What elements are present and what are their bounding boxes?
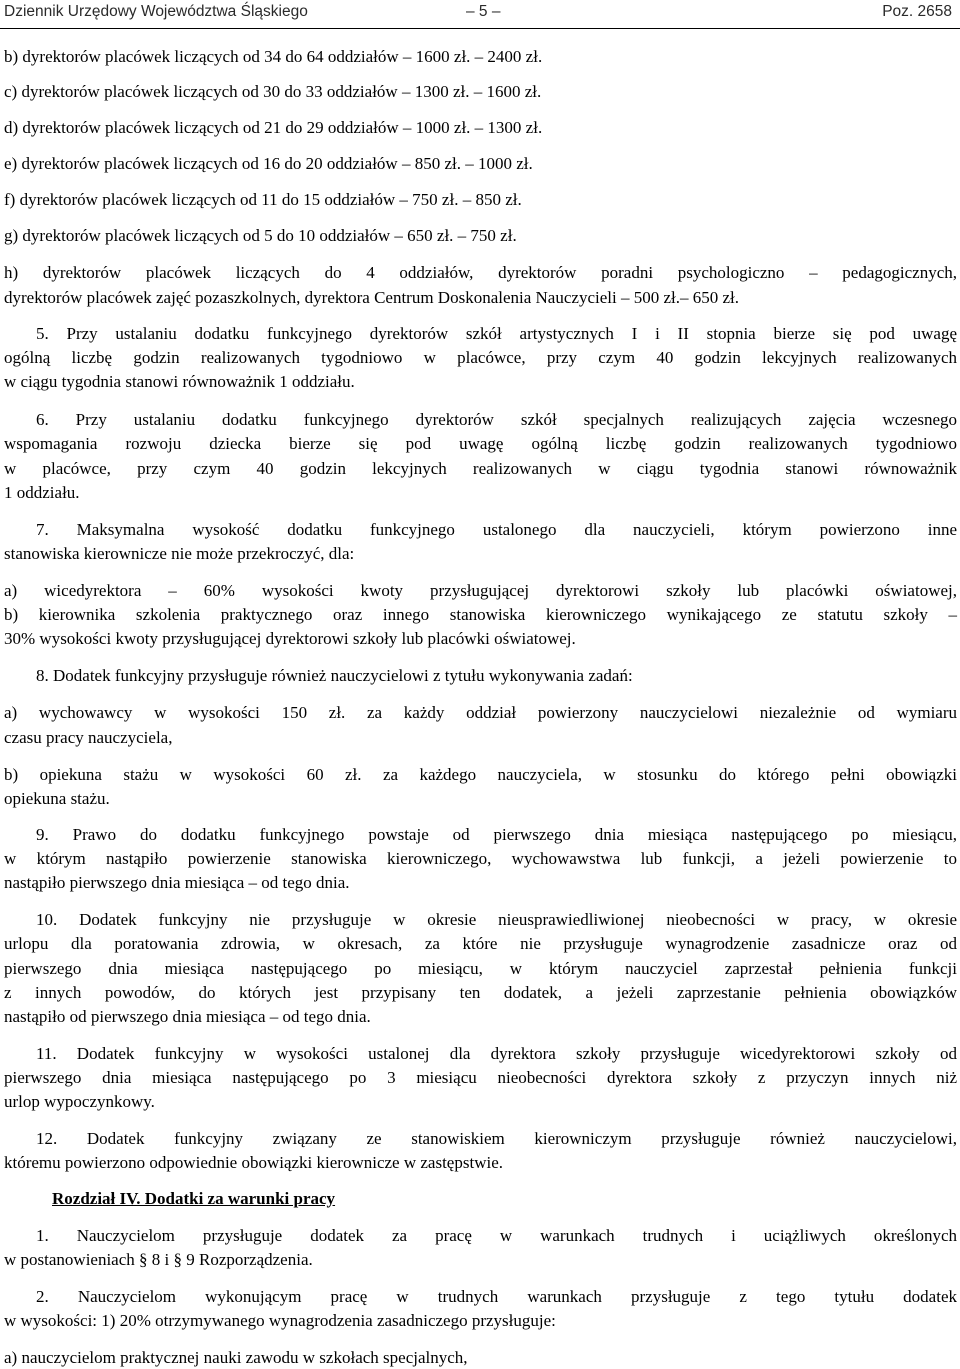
paragraph-8-item-b-line-1: b) opiekuna stażu w wysokości 60 zł. za każdego nauczyciela, w stosunku do którego pełni obowiązki bbox=[4, 765, 957, 784]
list-item-h-line-2: dyrektorów placówek zajęć pozaszkolnych, dyrektora Centrum Doskonalenia Nauczycieli – 500 zł.– 650 zł. bbox=[4, 288, 739, 307]
list-item-g: g) dyrektorów placówek liczących od 5 do 10 oddziałów – 650 zł. – 750 zł. bbox=[4, 226, 517, 245]
paragraph-8-item-a-line-1: a) wychowawcy w wysokości 150 zł. za każdy oddział powierzony nauczycielowi niezależnie od wymiaru bbox=[4, 703, 957, 722]
list-item-h-line-1: h) dyrektorów placówek liczących do 4 oddziałów, dyrektorów poradni psychologiczno – pedagogicznych, bbox=[4, 263, 957, 282]
paragraph-5-line-1: 5. Przy ustalaniu dodatku funkcyjnego dyrektorów szkół artystycznych I i II stopnia bierze się pod uwagę bbox=[36, 324, 957, 343]
chapter-4-item-2-sub-a: a) nauczycielom praktycznej nauki zawodu w szkołach specjalnych, bbox=[4, 1348, 468, 1367]
paragraph-12-line-1: 12. Dodatek funkcyjny związany ze stanowiskiem kierowniczym przysługuje również nauczycielowi, bbox=[36, 1129, 957, 1148]
paragraph-7-line-2: stanowiska kierownicze nie może przekroczyć, dla: bbox=[4, 544, 355, 563]
list-item-e: e) dyrektorów placówek liczących od 16 do 20 oddziałów – 850 zł. – 1000 zł. bbox=[4, 154, 533, 173]
position-number: Poz. 2658 bbox=[882, 3, 952, 20]
page-header bbox=[0, 0, 960, 29]
paragraph-8: 8. Dodatek funkcyjny przysługuje również nauczycielowi z tytułu wykonywania zadań: bbox=[36, 666, 633, 685]
paragraph-7-item-b-line-2: 30% wysokości kwoty przysługującej dyrektorowi szkoły lub placówki oświatowej. bbox=[4, 629, 576, 648]
list-item-b: b) dyrektorów placówek liczących od 34 do 64 oddziałów – 1600 zł. – 2400 zł. bbox=[4, 47, 543, 66]
paragraph-10-line-3: pierwszego dnia miesiąca następującego po miesiącu, w którym nauczyciel zaprzestał pełnienia funkcji bbox=[4, 959, 957, 978]
paragraph-11-line-3: urlop wypoczynkowy. bbox=[4, 1092, 155, 1111]
paragraph-10-line-1: 10. Dodatek funkcyjny nie przysługuje w okresie nieusprawiedliwionej nieobecności w pracy, w okresie bbox=[36, 910, 957, 929]
list-item-c: c) dyrektorów placówek liczących od 30 do 33 oddziałów – 1300 zł. – 1600 zł. bbox=[4, 82, 542, 101]
paragraph-9-line-1: 9. Prawo do dodatku funkcyjnego powstaje od pierwszego dnia miesiąca następującego po miesiącu, bbox=[36, 825, 957, 844]
chapter-4-item-2-line-2: w wysokości: 1) 20% otrzymywanego wynagrodzenia zasadniczego przysługuje: bbox=[4, 1311, 556, 1330]
paragraph-12-line-2: któremu powierzono odpowiednie obowiązki kierownicze w zastępstwie. bbox=[4, 1153, 503, 1172]
publication-title: Dziennik Urzędowy Województwa Śląskiego bbox=[4, 3, 308, 20]
paragraph-7-item-a: a) wicedyrektora – 60% wysokości kwoty przysługującej dyrektorowi szkoły lub placówki oświatowej, bbox=[4, 581, 957, 600]
paragraph-6-line-3: w placówce, przy czym 40 godzin lekcyjnych realizowanych w ciągu tygodnia stanowi równoważnik bbox=[4, 459, 957, 478]
paragraph-7-item-b-line-1: b) kierownika szkolenia praktycznego oraz innego stanowiska kierowniczego wynikającego ze statutu szkoły – bbox=[4, 605, 957, 624]
paragraph-6-line-4: 1 oddziału. bbox=[4, 483, 80, 502]
paragraph-8-item-b-line-2: opiekuna stażu. bbox=[4, 789, 110, 808]
chapter-4-item-2-line-1: 2. Nauczycielom wykonującym pracę w trudnych warunkach przysługuje z tego tytułu dodatek bbox=[36, 1287, 957, 1306]
list-item-d: d) dyrektorów placówek liczących od 21 do 29 oddziałów – 1000 zł. – 1300 zł. bbox=[4, 118, 543, 137]
paragraph-10-line-5: nastąpiło od pierwszego dnia miesiąca – od tego dnia. bbox=[4, 1007, 371, 1026]
paragraph-8-item-a-line-2: czasu pracy nauczyciela, bbox=[4, 728, 173, 747]
paragraph-10-line-2: urlopu dla poratowania zdrowia, w okresach, za które nie przysługuje wynagrodzenie zasadnicze oraz od bbox=[4, 934, 957, 953]
list-item-f: f) dyrektorów placówek liczących od 11 do 15 oddziałów – 750 zł. – 850 zł. bbox=[4, 190, 522, 209]
paragraph-9-line-3: nastąpiło pierwszego dnia miesiąca – od tego dnia. bbox=[4, 873, 350, 892]
paragraph-5-line-2: ogólną liczbę godzin realizowanych tygodniowo w placówce, przy czym 40 godzin lekcyjnych realizowanych bbox=[4, 348, 957, 367]
paragraph-11-line-1: 11. Dodatek funkcyjny w wysokości ustalonej dla dyrektora szkoły przysługuje wicedyrektorowi szkoły od bbox=[36, 1044, 957, 1063]
paragraph-6-line-2: wspomagania rozwoju dziecka bierze się pod uwagę ogólną liczbę godzin realizowanych tygodniowo bbox=[4, 434, 957, 453]
paragraph-9-line-2: w którym nastąpiło powierzenie stanowiska kierowniczego, wychowawstwa lub funkcji, a jeżeli powierzenie to bbox=[4, 849, 957, 868]
paragraph-10-line-4: z innych powodów, do których jest przypisany ten dodatek, a jeżeli zaprzestanie pełnienia obowiązków bbox=[4, 983, 957, 1002]
page-number: – 5 – bbox=[466, 3, 501, 20]
chapter-4-item-1-line-2: w postanowieniach § 8 i § 9 Rozporządzenia. bbox=[4, 1250, 313, 1269]
paragraph-11-line-2: pierwszego dnia miesiąca następującego po 3 miesiącu nieobecności dyrektora szkoły z przyczyn innych niż bbox=[4, 1068, 957, 1087]
paragraph-6-line-1: 6. Przy ustalaniu dodatku funkcyjnego dyrektorów szkół specjalnych realizujących zajęcia wczesnego bbox=[36, 410, 957, 429]
paragraph-5-line-3: w ciągu tygodnia stanowi równoważnik 1 oddziału. bbox=[4, 372, 355, 391]
chapter-4-item-1-line-1: 1. Nauczycielom przysługuje dodatek za pracę w warunkach trudnych i uciążliwych określonych bbox=[36, 1226, 957, 1245]
chapter-title: Rozdział IV. Dodatki za warunki pracy bbox=[52, 1189, 336, 1208]
paragraph-7-line-1: 7. Maksymalna wysokość dodatku funkcyjnego ustalonego dla nauczycieli, którym powierzono inne bbox=[36, 520, 957, 539]
